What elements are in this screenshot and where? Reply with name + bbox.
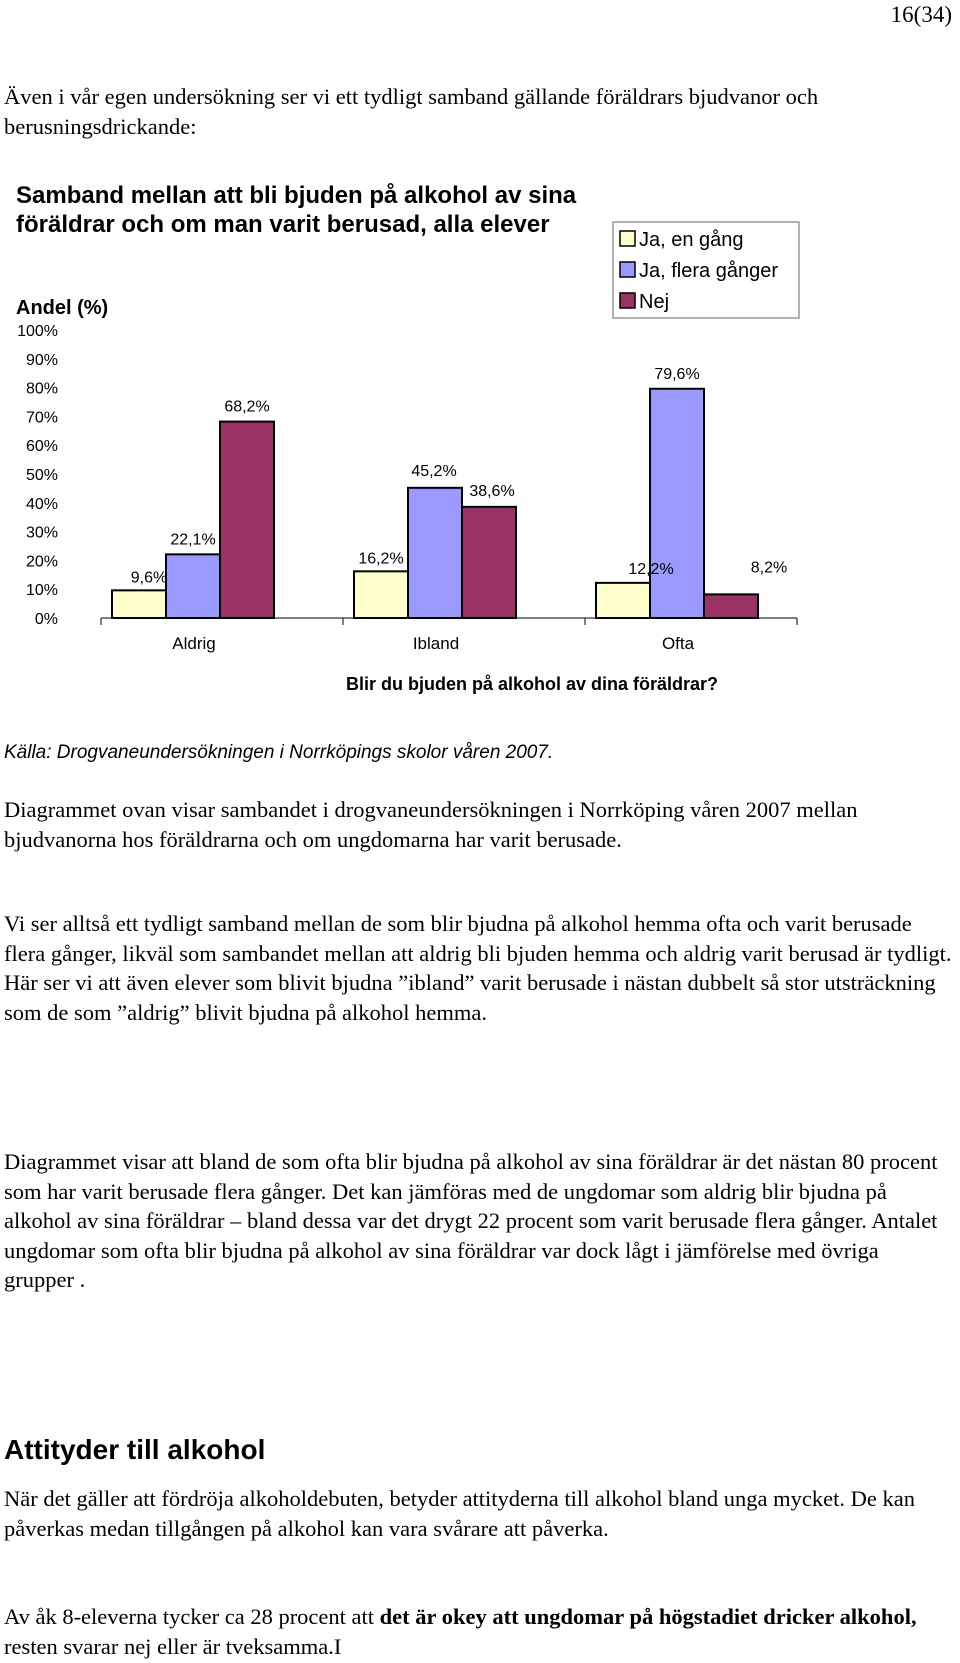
paragraph-4: När det gäller att fördröja alkoholdebuten, betyder attityderna till alkohol bland unga mycket. De kan påverkas medan tillgången på alkohol kan vara svårare att påverka. bbox=[4, 1486, 915, 1541]
y-axis-label: Andel (%) bbox=[16, 297, 109, 319]
bar bbox=[704, 594, 758, 618]
bar bbox=[596, 583, 650, 618]
bar bbox=[650, 389, 704, 618]
paragraph-5-text-b: resten svarar nej eller är tveksamma.I bbox=[4, 1633, 342, 1659]
bars bbox=[112, 389, 758, 618]
legend-label: Ja, flera gånger bbox=[639, 260, 778, 282]
paragraph-5 bbox=[4, 1602, 954, 1661]
legend-swatch bbox=[620, 293, 635, 308]
data-label: 45,2% bbox=[411, 462, 457, 480]
bar bbox=[462, 507, 516, 618]
x-category-label: Ofta bbox=[661, 634, 695, 653]
y-tick-label: 80% bbox=[25, 380, 58, 398]
data-label: 16,2% bbox=[358, 550, 404, 568]
y-tick-label: 40% bbox=[25, 495, 58, 513]
bar bbox=[408, 488, 462, 618]
x-axis-label: Blir du bjuden på alkohol av dina föräldrar? bbox=[346, 674, 719, 694]
y-tick-label: 60% bbox=[25, 438, 58, 456]
data-label: 68,2% bbox=[224, 398, 270, 416]
intro-paragraph: Även i vår egen undersökning ser vi ett tydligt samband gällande föräldrars bjudvanor och berusningsdrickande: bbox=[4, 84, 819, 139]
bar bbox=[166, 554, 220, 618]
data-label: 12,2% bbox=[628, 560, 674, 578]
paragraph-3: Diagrammet visar att bland de som ofta blir bjudna på alkohol av sina föräldrar är det nästan 80 procent som har varit berusade flera gånger. Det kan jämföras med de ungdomar som aldrig blir bjudna på alkohol av sina föräldrar – bland dessa var det drygt 22 procent som varit berusade flera gånger. Antalet ungdomar som ofta blir bjudna på alkohol av sina föräldrar var dock lågt i jämförelse med övriga grupper . bbox=[4, 1149, 938, 1292]
data-label: 9,6% bbox=[130, 569, 168, 587]
paragraph-1: Diagrammet ovan visar sambandet i drogvaneundersökningen i Norrköping våren 2007 mellan bjudvanorna hos föräldrarna och om ungdomarna har varit berusade. bbox=[4, 797, 858, 852]
data-label: 79,6% bbox=[654, 365, 700, 383]
x-category-label: Aldrig bbox=[172, 634, 216, 653]
legend-swatch bbox=[620, 262, 635, 277]
y-tick-label: 100% bbox=[17, 323, 58, 340]
y-tick-label: 50% bbox=[25, 467, 58, 484]
y-tick-label: 20% bbox=[25, 553, 58, 571]
legend-label: Nej bbox=[639, 291, 670, 313]
x-category-label: Ibland bbox=[412, 634, 460, 653]
legend bbox=[613, 222, 799, 318]
bar-chart bbox=[0, 0, 960, 720]
chart-title: Samband mellan att bli bjuden på alkohol av sina föräldrar och om man varit berusad, alla elever bbox=[16, 182, 577, 238]
bar bbox=[354, 571, 408, 618]
y-tick-label: 0% bbox=[34, 611, 58, 628]
legend-label: Ja, en gång bbox=[639, 229, 744, 251]
data-label: 8,2% bbox=[750, 559, 788, 577]
data-label: 38,6% bbox=[469, 482, 515, 500]
data-label: 22,1% bbox=[170, 531, 216, 549]
paragraph-5-bold: det är okey att ungdomar på högstadiet dricker alkohol, bbox=[379, 1604, 917, 1629]
y-tick-label: 90% bbox=[25, 351, 58, 369]
y-tick-label: 10% bbox=[25, 582, 58, 600]
paragraph-5-text-a: Av åk 8-eleverna tycker ca 28 procent att bbox=[4, 1604, 380, 1629]
source-note: Källa: Drogvaneundersökningen i Norrköpings skolor våren 2007. bbox=[4, 742, 554, 763]
y-tick-label: 30% bbox=[25, 524, 58, 542]
section-heading: Attityder till alkohol bbox=[4, 1434, 266, 1465]
y-tick-label: 70% bbox=[25, 409, 58, 427]
page-number: 16(34) bbox=[890, 2, 952, 27]
bar bbox=[112, 590, 166, 618]
paragraph-2: Vi ser alltså ett tydligt samband mellan de som blir bjudna på alkohol hemma ofta och varit berusade flera gånger, likväl som sambandet mellan att aldrig bli bjuden hemma och aldrig varit berusad är tydligt. Här ser vi att även elever som blivit bjudna ”ibland” varit berusade i nästan dubbelt så stor utsträckning som de som ”aldrig” blivit bjudna på alkohol hemma. bbox=[4, 911, 952, 1025]
bar bbox=[220, 422, 274, 618]
x-axis-categories bbox=[172, 634, 694, 653]
